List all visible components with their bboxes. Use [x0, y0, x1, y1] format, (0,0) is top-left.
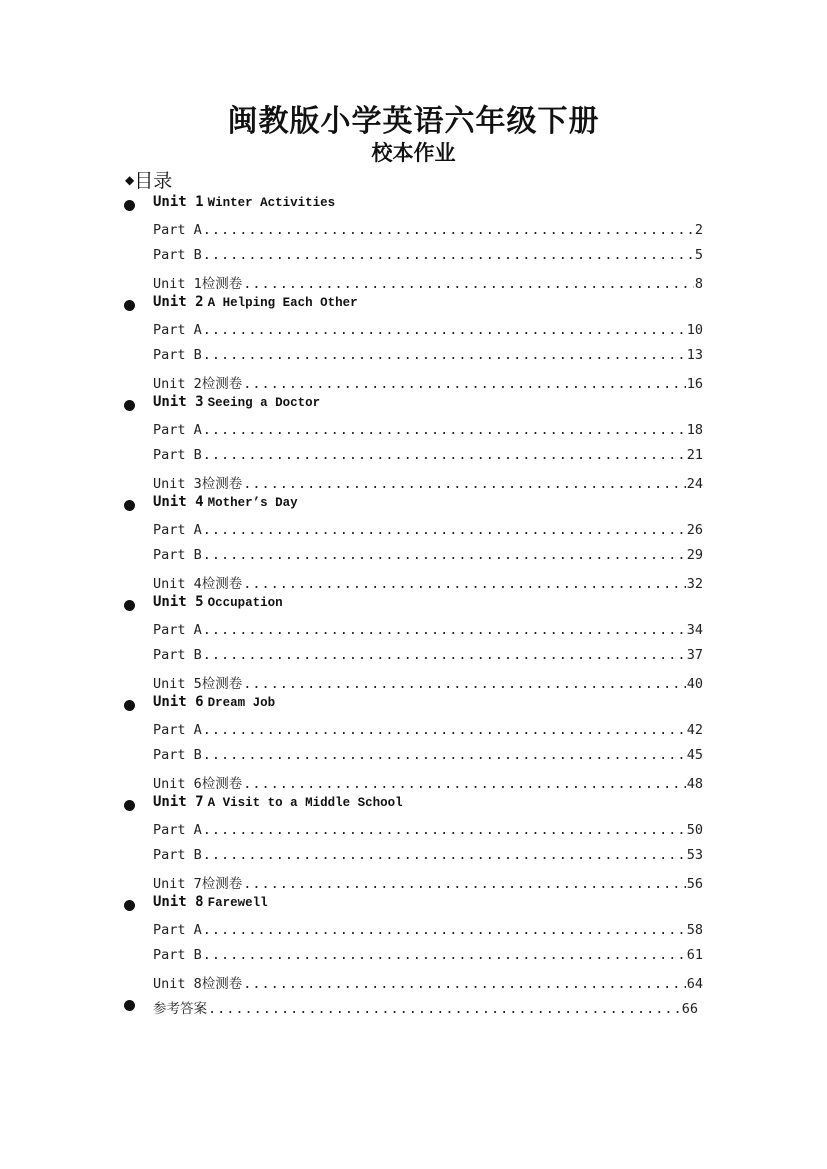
diamond-icon: ◆ [125, 173, 135, 187]
document-subtitle: 校本作业 [371, 141, 456, 165]
dot-leader [243, 676, 685, 692]
toc-entry-line [153, 522, 703, 538]
page-number: 61 [686, 947, 703, 963]
toc-entry[interactable] [0, 843, 827, 868]
toc-entry[interactable] [0, 618, 827, 643]
toc-entry-line [153, 447, 703, 463]
unit-heading [0, 493, 827, 518]
unit-label [153, 794, 403, 810]
bullet-icon [124, 700, 135, 711]
unit-title: A Visit to a Middle School [207, 796, 403, 810]
toc-entry[interactable] [0, 718, 827, 743]
dot-leader [243, 276, 694, 292]
toc-entry-line [153, 247, 703, 263]
toc-entry-line [153, 672, 703, 692]
toc-entry-label: Part B [153, 247, 202, 263]
dot-leader [243, 776, 685, 792]
toc-entry-label: Part A [153, 722, 202, 738]
toc-entry-label: Unit 6检测卷 [153, 776, 243, 792]
unit-number: Unit 5 [153, 594, 204, 610]
toc-entry[interactable] [0, 568, 827, 593]
dot-leader [203, 622, 686, 638]
bullet-icon [124, 800, 135, 811]
page-number: 50 [686, 822, 703, 838]
dot-leader [203, 222, 694, 238]
unit-heading [0, 293, 827, 318]
page-number: 13 [686, 347, 703, 363]
bullet-icon [124, 400, 135, 411]
toc-entry[interactable] [0, 818, 827, 843]
toc-entry-label: Unit 7检测卷 [153, 876, 243, 892]
page-number: 2 [694, 222, 703, 238]
toc-entry-label: Part B [153, 547, 202, 563]
toc-entry[interactable] [0, 918, 827, 943]
bullet-icon [124, 300, 135, 311]
toc-entry[interactable] [0, 868, 827, 893]
dot-leader [243, 976, 685, 992]
dot-leader [203, 647, 686, 663]
toc-entry-line [153, 822, 703, 838]
unit-title: Winter Activities [207, 196, 336, 210]
dot-leader [203, 822, 686, 838]
unit-title: Occupation [207, 596, 283, 610]
toc-entry[interactable] [0, 743, 827, 768]
toc-heading [125, 166, 172, 193]
toc-entry-label: Part B [153, 847, 202, 863]
toc-entry-line [153, 872, 703, 892]
page-number: 18 [686, 422, 703, 438]
toc-entry[interactable] [0, 643, 827, 668]
toc-entry-label: Part A [153, 822, 202, 838]
toc-entry-line [153, 347, 703, 363]
page-number: 37 [686, 647, 703, 663]
unit-number: Unit 4 [153, 494, 204, 510]
bullet-icon [124, 500, 135, 511]
toc-entry-label: Part A [153, 522, 202, 538]
unit-heading [0, 193, 827, 218]
toc-entry[interactable] [0, 318, 827, 343]
toc-entry-label: Part B [153, 647, 202, 663]
unit-title: Dream Job [207, 696, 276, 710]
toc-entry-line [153, 947, 703, 963]
page-number: 40 [686, 676, 703, 692]
unit-label [153, 494, 298, 510]
page-number: 64 [686, 976, 703, 992]
toc-entry-label: Part B [153, 947, 202, 963]
dot-leader [203, 422, 686, 438]
unit-title: Farewell [207, 896, 268, 910]
toc-entry-line [153, 222, 703, 238]
toc-entry-label: Part A [153, 622, 202, 638]
dot-leader [203, 922, 686, 938]
bullet-icon [124, 600, 135, 611]
dot-leader [208, 1001, 681, 1017]
unit-label [153, 394, 320, 410]
toc-entry[interactable] [0, 218, 827, 243]
toc-entry[interactable] [0, 543, 827, 568]
table-of-contents [0, 193, 827, 1018]
page-number: 10 [686, 322, 703, 338]
toc-entry-line [153, 572, 703, 592]
page-number: 53 [686, 847, 703, 863]
toc-entry-label: Part A [153, 222, 202, 238]
dot-leader [203, 722, 686, 738]
toc-entry-label: Unit 8检测卷 [153, 976, 243, 992]
unit-number: Unit 7 [153, 794, 204, 810]
unit-heading [0, 893, 827, 918]
dot-leader [203, 247, 694, 263]
page-number: 58 [686, 922, 703, 938]
dot-leader [203, 322, 686, 338]
page-number: 21 [686, 447, 703, 463]
toc-entry-line [153, 272, 703, 292]
unit-label [153, 694, 275, 710]
document-title: 闽教版小学英语六年级下册 [227, 104, 600, 139]
toc-entry-label: Unit 3检测卷 [153, 476, 243, 492]
page-number: 29 [686, 547, 703, 563]
unit-heading [0, 793, 827, 818]
dot-leader [203, 547, 686, 563]
bullet-icon [124, 900, 135, 911]
unit-number: Unit 6 [153, 694, 204, 710]
page-number: 34 [686, 622, 703, 638]
toc-entry[interactable] [0, 668, 827, 693]
page-number: 45 [686, 747, 703, 763]
unit-title: A Helping Each Other [207, 296, 358, 310]
dot-leader [203, 447, 686, 463]
page-number: 42 [686, 722, 703, 738]
toc-entry[interactable] [0, 443, 827, 468]
toc-entry-line [153, 472, 703, 492]
page-number: 32 [686, 576, 703, 592]
unit-number: Unit 1 [153, 194, 204, 210]
answers-entry[interactable] [0, 993, 827, 1018]
unit-heading [0, 693, 827, 718]
toc-entry[interactable] [0, 368, 827, 393]
unit-title: Seeing a Doctor [207, 396, 321, 410]
toc-entry-label: Unit 2检测卷 [153, 376, 243, 392]
unit-number: Unit 3 [153, 394, 204, 410]
answers-label: 参考答案 [153, 1001, 207, 1017]
toc-entry[interactable] [0, 518, 827, 543]
toc-entry[interactable] [0, 768, 827, 793]
toc-entry-label: Part A [153, 422, 202, 438]
unit-heading [0, 593, 827, 618]
toc-entry[interactable] [0, 418, 827, 443]
toc-entry-line [153, 722, 703, 738]
toc-entry[interactable] [0, 268, 827, 293]
dot-leader [243, 876, 685, 892]
dot-leader [243, 376, 685, 392]
page-number: 56 [686, 876, 703, 892]
toc-entry-line [153, 997, 698, 1017]
dot-leader [203, 747, 686, 763]
toc-entry-label: Part A [153, 922, 202, 938]
page-number: 66 [681, 1001, 698, 1017]
dot-leader [203, 347, 686, 363]
toc-entry-line [153, 372, 703, 392]
dot-leader [243, 476, 685, 492]
dot-leader [203, 522, 686, 538]
unit-number: Unit 8 [153, 894, 204, 910]
page-number: 48 [686, 776, 703, 792]
toc-entry-label: Unit 5检测卷 [153, 676, 243, 692]
toc-entry[interactable] [0, 968, 827, 993]
dot-leader [203, 947, 686, 963]
toc-entry-label: Part B [153, 747, 202, 763]
toc-entry[interactable] [0, 243, 827, 268]
toc-entry-line [153, 747, 703, 763]
toc-entry-line [153, 622, 703, 638]
bullet-icon [124, 200, 135, 211]
toc-entry-label: Unit 1检测卷 [153, 276, 243, 292]
unit-label [153, 194, 335, 210]
unit-label [153, 894, 268, 910]
unit-heading [0, 393, 827, 418]
page-number: 16 [686, 376, 703, 392]
page-number: 8 [694, 276, 703, 292]
dot-leader [243, 576, 685, 592]
toc-entry-line [153, 647, 703, 663]
toc-entry-line [153, 922, 703, 938]
unit-label [153, 294, 358, 310]
toc-entry[interactable] [0, 343, 827, 368]
dot-leader [203, 847, 686, 863]
page-number: 26 [686, 522, 703, 538]
page-number: 5 [694, 247, 703, 263]
toc-entry-label: Part A [153, 322, 202, 338]
toc-entry-line [153, 972, 703, 992]
toc-entry-line [153, 547, 703, 563]
toc-entry-label: Part B [153, 347, 202, 363]
toc-entry-line [153, 422, 703, 438]
toc-entry[interactable] [0, 943, 827, 968]
toc-entry-line [153, 847, 703, 863]
unit-label [153, 594, 283, 610]
toc-entry[interactable] [0, 468, 827, 493]
bullet-icon [124, 1000, 135, 1011]
toc-entry-label: Part B [153, 447, 202, 463]
toc-entry-label: Unit 4检测卷 [153, 576, 243, 592]
unit-title: Mother’s Day [207, 496, 298, 510]
toc-entry-line [153, 322, 703, 338]
page-number: 24 [686, 476, 703, 492]
toc-heading-text: 目录 [134, 170, 173, 192]
unit-number: Unit 2 [153, 294, 204, 310]
toc-entry-line [153, 772, 703, 792]
